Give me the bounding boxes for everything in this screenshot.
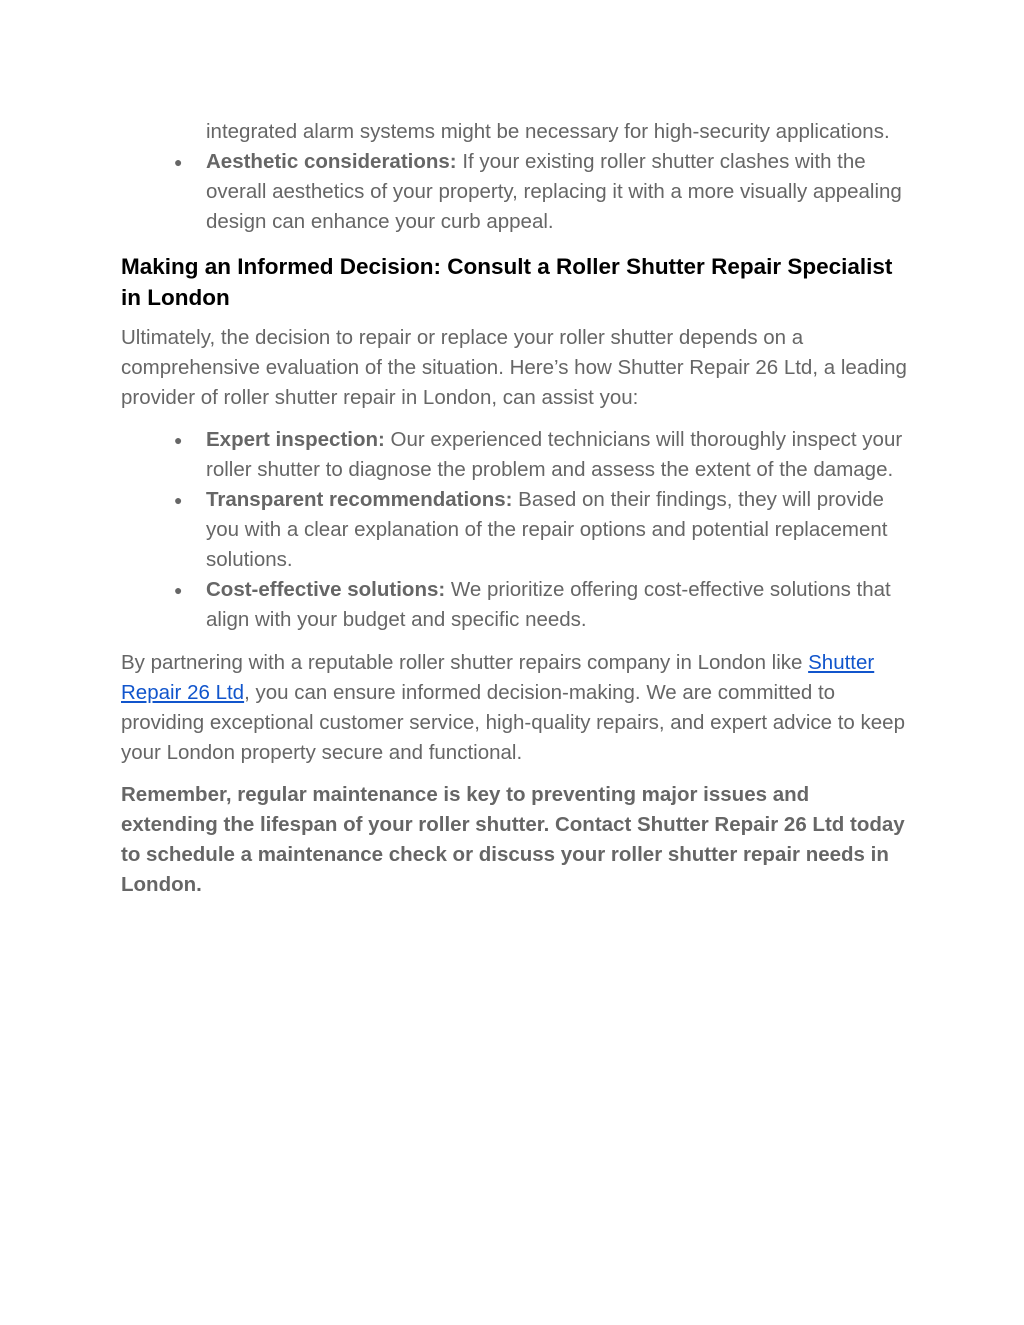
list-item-text: Our experienced technicians will thoroughly inspect your roller shutter to diagnose the problem and assess the extent of the damage. [206,428,903,481]
list-item [174,575,911,635]
intro-paragraph: Ultimately, the decision to repair or replace your roller shutter depends on a comprehensive evaluation of the situation. Here’s how Shutter Repair 26 Ltd, a leading provider of roller shutter repair in London, can assist you: [121,326,907,409]
list-item [174,425,911,485]
list-item-label: Expert inspection: [206,428,385,451]
partner-paragraph [121,648,911,768]
list-item-label: Aesthetic considerations: [206,150,457,173]
section-heading: Making an Informed Decision: Consult a Roller Shutter Repair Specialist in London [121,254,893,310]
partner-text-before: By partnering with a reputable roller shutter repairs company in London like [121,651,809,674]
list-item-label: Cost-effective solutions: [206,578,446,601]
bullet-icon: ● [174,492,183,508]
company-link[interactable]: Shutter Repair 26 Ltd [121,651,875,704]
aesthetic-list [174,147,911,237]
closing-paragraph: Remember, regular maintenance is key to preventing major issues and extending the lifespan of your roller shutter. Contact Shutter Repair 26 Ltd today to schedule a maintenance check or discuss your roller shutter repair needs in London. [121,783,905,896]
list-continuation-text: integrated alarm systems might be necessary for high-security applications. [206,120,890,143]
services-list [174,425,911,635]
list-item-text: If your existing roller shutter clashes with the overall aesthetics of your property, replacing it with a more visually appealing design can enhance your curb appeal. [206,150,902,233]
list-item-label: Transparent recommendations: [206,488,513,511]
partner-text-after: , you can ensure informed decision-making. We are committed to providing exceptional customer service, high-quality repairs, and expert advice to keep your London property secure and functional. [121,681,905,764]
bullet-icon: ● [174,582,183,598]
bullet-icon: ● [174,154,183,170]
document-page [121,117,911,900]
list-item [174,147,911,237]
list-item-text: Based on their findings, they will provide you with a clear explanation of the repair options and potential replacement solutions. [206,488,888,571]
list-item-text: We prioritize offering cost-effective solutions that align with your budget and specific needs. [206,578,891,631]
list-item [174,485,911,575]
bullet-icon: ● [174,432,183,448]
